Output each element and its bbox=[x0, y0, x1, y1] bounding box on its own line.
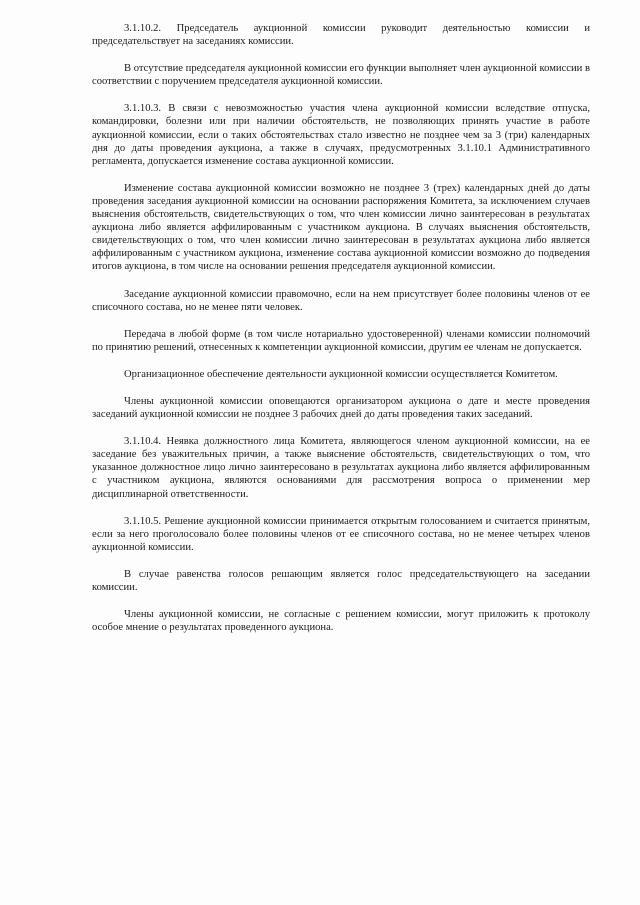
paragraph-notification: Члены аукционной комиссии оповещаются организатором аукциона о дате и месте проведения заседаний аукционной комиссии не позднее 3 рабочих дней до даты проведения таких заседаний. bbox=[92, 395, 590, 421]
paragraph-composition-change: Изменение состава аукционной комиссии возможно не позднее 3 (трех) календарных дней до даты проведения заседания аукционной комиссии на основании распоряжения Комитета, за исключением случаев выяснения обстоятельств, свидетельствующих о том, что член комиссии лично заинтересован в результатах аукциона либо является аффилированным с участником аукциона. В случаях выяснения обстоятельств, свидетельствующих о том, что член комиссии лично заинтересован в результатах аукциона либо является аффилированным с участником аукциона, изменение состава аукционной комиссии возможно до подведения итогов аукциона, в том числе на основании решения председателя аукционной комиссии. bbox=[92, 182, 590, 273]
document-body bbox=[92, 22, 590, 648]
paragraph-chair-absence: В отсутствие председателя аукционной комиссии его функции выполняет член аукционной комиссии в соответствии с поручением председателя аукционной комиссии. bbox=[92, 63, 590, 88]
paragraph-3-1-10-4: 3.1.10.4. Неявка должностного лица Комитета, являющегося членом аукционной комиссии, на ее заседание без уважительных причин, а также выяснение обстоятельств, свидетельствующих о том, что указанное должностное лицо лично заинтересовано в результатах аукциона либо является аффилированным с участником аукциона, являются основаниями для рассмотрения вопроса о применении мер дисциплинарной ответственности. bbox=[92, 436, 590, 500]
paragraph-3-1-10-5: 3.1.10.5. Решение аукционной комиссии принимается открытым голосованием и считается принятым, если за него проголосовало более половины членов от ее списочного состава, но не менее четырех членов аукционной комиссии. bbox=[92, 515, 590, 553]
paragraph-organizational-support: Организационное обеспечение деятельности аукционной комиссии осуществляется Комитетом. bbox=[124, 368, 558, 380]
paragraph-tie-vote: В случае равенства голосов решающим является голос председательствующего на заседании комиссии. bbox=[92, 568, 590, 593]
paragraph-quorum: Заседание аукционной комиссии правомочно, если на нем присутствует более половины членов от ее списочного состава, но не менее пяти человек. bbox=[92, 288, 590, 313]
paragraph-dissenting-opinion: Члены аукционной комиссии, не согласные с решением комиссии, могут приложить к протоколу особое мнение о результатах проведенного аукциона. bbox=[92, 609, 590, 634]
paragraph-3-1-10-3: 3.1.10.3. В связи с невозможностью участия члена аукционной комиссии вследствие отпуска, командировки, болезни или при наличии обстоятельств, не позволяющих принять участие в работе аукционной комиссии, если о таких обстоятельствах стало известно не позднее чем за 3 (три) календарных дня до даты проведения аукциона, а также в случаях, предусмотренных 3.1.10.1 Административного регламента, допускается изменение состава аукционной комиссии. bbox=[92, 103, 590, 167]
paragraph-delegation: Передача в любой форме (в том числе нотариально удостоверенной) членами комиссии полномочий по принятию решений, отнесенных к компетенции аукционной комиссии, другим ее членам не допускается. bbox=[92, 328, 590, 353]
paragraph-3-1-10-2: 3.1.10.2. Председатель аукционной комиссии руководит деятельностью комиссии и председательствует на заседаниях комиссии. bbox=[92, 23, 590, 48]
